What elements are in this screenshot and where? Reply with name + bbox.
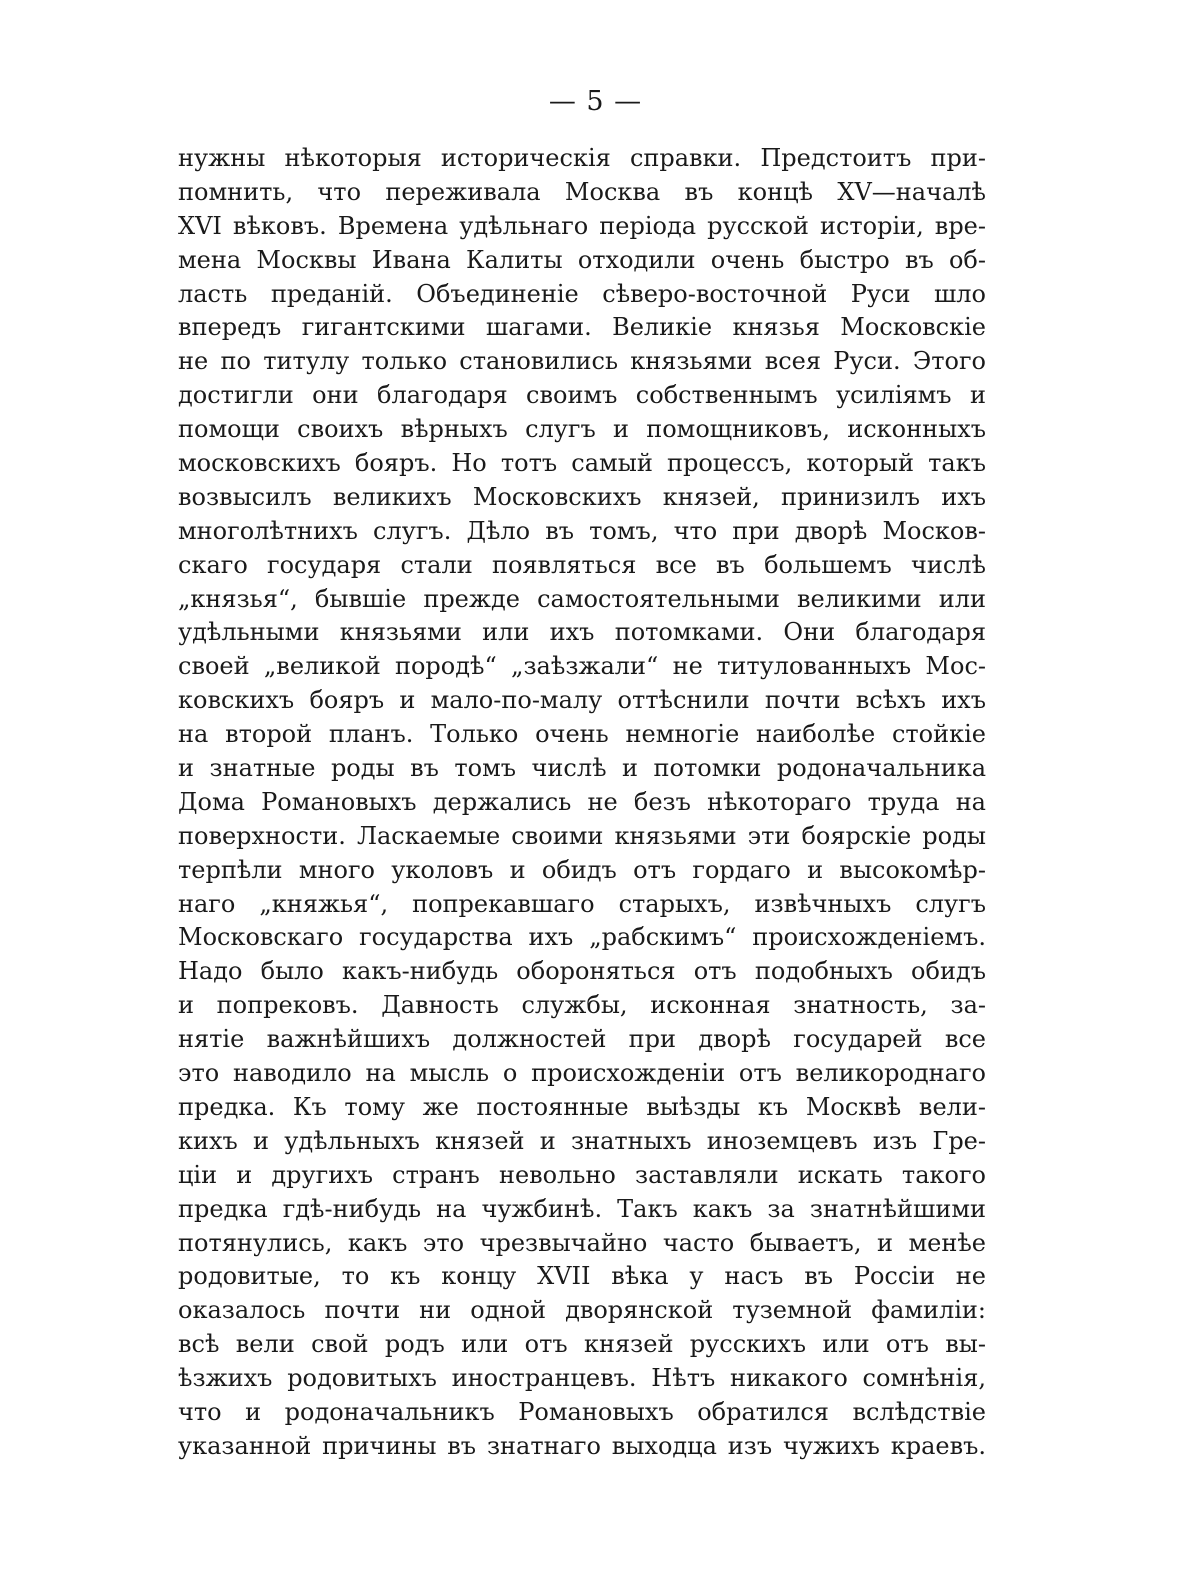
text-line: мена Москвы Ивана Калиты отходили очень быстро въ об- bbox=[178, 245, 986, 274]
text-line: ѣзжихъ родовитыхъ иностранцевъ. Нѣтъ никакого сомнѣнія, bbox=[178, 1364, 986, 1393]
text-line: помощи своихъ вѣрныхъ слугъ и помощниковъ, исконныхъ bbox=[178, 415, 986, 444]
text-line: Московскаго государства ихъ „рабскимъ“ происхожденіемъ. bbox=[178, 923, 986, 952]
text-line: нятіе важнѣйшихъ должностей при дворѣ государей все bbox=[178, 1025, 986, 1054]
text-line: и знатные роды въ томъ числѣ и потомки родоначальника bbox=[178, 754, 986, 783]
text-line: родовитые, то къ концу XVII вѣка у насъ въ Россіи не bbox=[178, 1262, 986, 1291]
text-line: скаго государя стали появляться все въ большемъ числѣ bbox=[178, 550, 986, 579]
text-line: достигли они благодаря своимъ собственнымъ усиліямъ и bbox=[178, 381, 986, 410]
text-line: Надо было какъ-нибудь обороняться отъ подобныхъ обидъ bbox=[178, 957, 986, 986]
text-line: кихъ и удѣльныхъ князей и знатныхъ иноземцевъ изъ Гре- bbox=[178, 1126, 986, 1155]
text-line: своей „великой породѣ“ „заѣзжали“ не титулованныхъ Мос- bbox=[178, 652, 986, 681]
text-line: поверхности. Ласкаемые своими князьями эти боярскіе роды bbox=[178, 821, 986, 850]
text-line: и попрековъ. Давность службы, исконная знатность, за- bbox=[178, 991, 986, 1020]
text-line: терпѣли много уколовъ и обидъ отъ гордаго и высокомѣр- bbox=[178, 855, 986, 884]
text-line: что и родоначальникъ Романовыхъ обратился вслѣдствіе bbox=[178, 1397, 986, 1426]
text-line: указанной причины въ знатнаго выходца изъ чужихъ краевъ. bbox=[178, 1431, 986, 1460]
text-line: оказалось почти ни одной дворянской туземной фамиліи: bbox=[178, 1296, 986, 1325]
text-line: наго „княжья“, попрекавшаго старыхъ, извѣчныхъ слугъ bbox=[178, 889, 986, 918]
text-line: удѣльными князьями или ихъ потомками. Они благодаря bbox=[178, 618, 986, 647]
text-line: предка гдѣ-нибудь на чужбинѣ. Такъ какъ за знатнѣйшими bbox=[178, 1194, 986, 1223]
text-line: на второй планъ. Только очень немногіе наиболѣе стойкіе bbox=[178, 720, 986, 749]
text-line: московскихъ бояръ. Но тотъ самый процессъ, который такъ bbox=[178, 449, 986, 478]
text-line: многолѣтнихъ слугъ. Дѣло въ томъ, что при дворѣ Москов- bbox=[178, 516, 986, 545]
text-line: предка. Къ тому же постоянные выѣзды къ Москвѣ вели- bbox=[178, 1092, 986, 1121]
text-line: потянулись, какъ это чрезвычайно часто бываетъ, и менѣе bbox=[178, 1228, 986, 1257]
text-line: это наводило на мысль о происхожденіи отъ великороднаго bbox=[178, 1059, 986, 1088]
text-line: XVI вѣковъ. Времена удѣльнаго періода русской исторіи, вре- bbox=[178, 211, 986, 240]
text-line: ласть преданій. Объединеніе сѣверо-восточной Руси шло bbox=[178, 279, 986, 308]
text-line: не по титулу только становились князьями всея Руси. Этого bbox=[178, 347, 986, 376]
page-number: — 5 — bbox=[548, 86, 643, 117]
text-line: возвысилъ великихъ Московскихъ князей, принизилъ ихъ bbox=[178, 482, 986, 511]
text-line: впередъ гигантскими шагами. Великіе князья Московскіе bbox=[178, 313, 986, 342]
text-line: ковскихъ бояръ и мало-по-малу оттѣснили почти всѣхъ ихъ bbox=[178, 686, 986, 715]
text-line: всѣ вели свой родъ или отъ князей русскихъ или отъ вы- bbox=[178, 1330, 986, 1359]
text-line: помнить, что переживала Москва въ концѣ XV—началѣ bbox=[178, 177, 986, 206]
text-line: Дома Романовыхъ держались не безъ нѣкотораго труда на bbox=[178, 787, 986, 816]
text-line: нужны нѣкоторыя историческія справки. Предстоитъ при- bbox=[178, 144, 986, 172]
text-line: ціи и другихъ странъ невольно заставляли искать такого bbox=[178, 1160, 986, 1189]
body-text bbox=[178, 142, 986, 1464]
text-line: „князья“, бывшіе прежде самостоятельными великими или bbox=[178, 584, 986, 613]
